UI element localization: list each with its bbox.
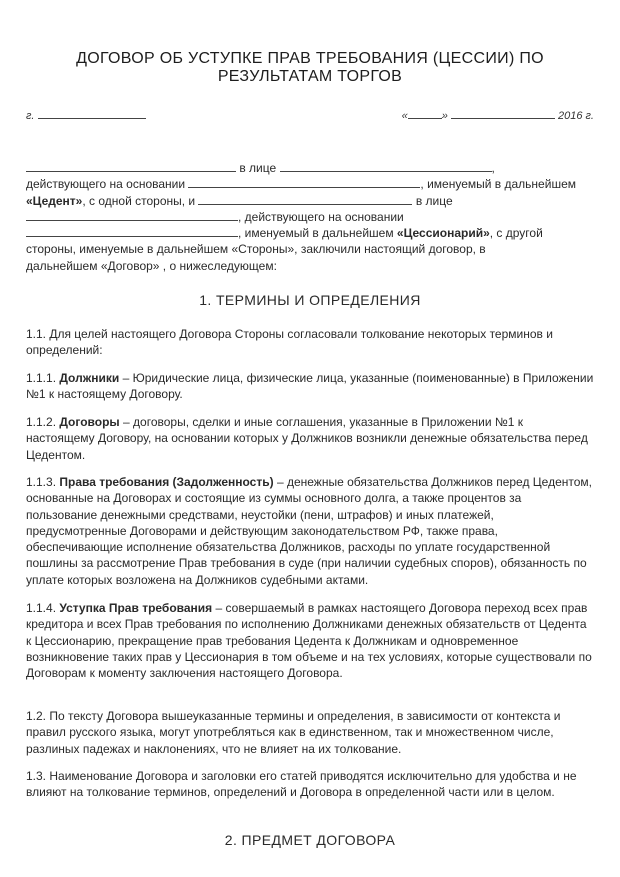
parties-line-2 [26, 176, 594, 192]
hereinafter-label: , именуемый в дальнейшем [420, 177, 576, 192]
term-contracts: Договоры [59, 415, 120, 429]
clause-number: 1.1.4. [26, 601, 60, 615]
date-field [402, 108, 594, 122]
parties-line-7: дальнейшем «Договор» , о нижеследующем: [26, 258, 277, 273]
one-side-label: , с одной стороны, и [82, 193, 196, 208]
city-field [26, 108, 146, 122]
comma: , [491, 161, 495, 175]
clause-number: 1.1.1. [26, 371, 60, 385]
paragraph-1-2: 1.2. По тексту Договора вышеуказанные термины и определения, в зависимости от контекста и правил русского языка, могут употребляться как в единственном, так и множественном числе, разлиных падежах и наклонениях, что не влияет на их толкование. [26, 709, 561, 756]
parties-line-5 [26, 225, 594, 241]
parties-line-6: стороны, именуемые в дальнейшем «Стороны», заключили настоящий договор, в [26, 242, 486, 257]
in-person-label: в лице [239, 161, 277, 175]
acting-label-2: , действующего на основании [238, 209, 404, 224]
clause-text: – договоры, сделки и иные соглашения, указанные в Приложении №1 к настоящему Договору, на основании которых у Должников возникли денежные обязательства перед Цедентом. [26, 415, 588, 462]
cedent-basis-blank [188, 177, 420, 188]
acting-label: действующего на основании [26, 177, 186, 192]
document-title: ДОГОВОР ОБ УСТУПКЕ ПРАВ ТРЕБОВАНИЯ (ЦЕССИИ) ПО РЕЗУЛЬТАТАМ ТОРГОВ [76, 50, 544, 85]
cedent-term: «Цедент» [26, 193, 83, 208]
city-blank [38, 108, 146, 119]
cessionary-name-blank [198, 194, 412, 205]
clause-number: 1.1.3. [26, 475, 60, 489]
year: 2016 г. [557, 110, 594, 122]
clause-number: 1.1.2. [26, 415, 60, 429]
paragraph-1-1-2 [26, 414, 594, 463]
term-debtors: Должники [59, 371, 120, 385]
paragraph-1-1-4 [26, 600, 594, 681]
parties-line-3 [26, 193, 594, 209]
paragraph-1-1: 1.1. Для целей настоящего Договора Стороны согласовали толкование некоторых терминов и определений: [26, 327, 553, 358]
city-prefix: г. [26, 110, 35, 122]
date-quote-open: « [401, 110, 408, 122]
cessionary-rep-blank [26, 210, 238, 221]
section-2-heading: 2. ПРЕДМЕТ ДОГОВОРА [224, 832, 396, 848]
term-assignment: Уступка Прав требования [59, 601, 213, 615]
clause-text: – денежные обязательства Должников перед Цедентом, основанные на Договорах и состоящие из суммы основного долга, а также процентов за пользование денежными средствами, неустойки (пени, штрафов) и иных платежей, предусмотренные Договорами и действующим законодательством РФ, также права, обеспечивающие исполнение обязательства Должников, расходы по уплате государственной пошлины за рассмотрение Прав требования в суде (при наличии судебных споров), обязанность по уплате которых возложена на Должников судебными актами. [26, 475, 593, 587]
cedent-rep-blank [280, 161, 492, 172]
hereinafter-label-2: , именуемый в дальнейшем [238, 226, 394, 241]
term-claims: Права требования (Задолженность) [59, 475, 274, 489]
cessionary-basis-blank [26, 226, 238, 237]
paragraph-1-1-1 [26, 370, 594, 403]
month-blank [451, 108, 555, 119]
cedent-name-blank [26, 161, 236, 172]
clause-text: – совершаемый в рамках настоящего Договора переход всех прав кредитора и всех Прав требования по исполнению Должниками денежных обязательств от Цедента к Цессионарию, прекращение прав требования Цедента к Должникам и одновременное возникновение таких прав у Цессионария в том объеме и на тех условиях, которые существовали по Договорам к моменту заключения настоящего Договора. [26, 601, 592, 681]
paragraph-1-1-3 [26, 474, 594, 588]
clause-text: – Юридические лица, физические лица, указанные (поименованные) в Приложении №1 к настоящему Договору. [26, 371, 594, 402]
day-blank [408, 108, 442, 119]
parties-block [26, 160, 594, 274]
date-quote-close: » [441, 110, 448, 122]
parties-line-1 [26, 160, 594, 176]
other-side-label: , с другой [489, 226, 543, 241]
cessionary-term: «Цессионарий» [396, 226, 490, 241]
section-1-heading: 1. ТЕРМИНЫ И ОПРЕДЕЛЕНИЯ [199, 292, 421, 308]
parties-line-4 [26, 209, 594, 225]
in-person-label-2: в лице [415, 193, 453, 208]
paragraph-1-3: 1.3. Наименование Договора и заголовки его статей приводятся исключительно для удобства и не влияют на толкование терминов, определений и Договора в определенной части или в целом. [26, 769, 577, 800]
